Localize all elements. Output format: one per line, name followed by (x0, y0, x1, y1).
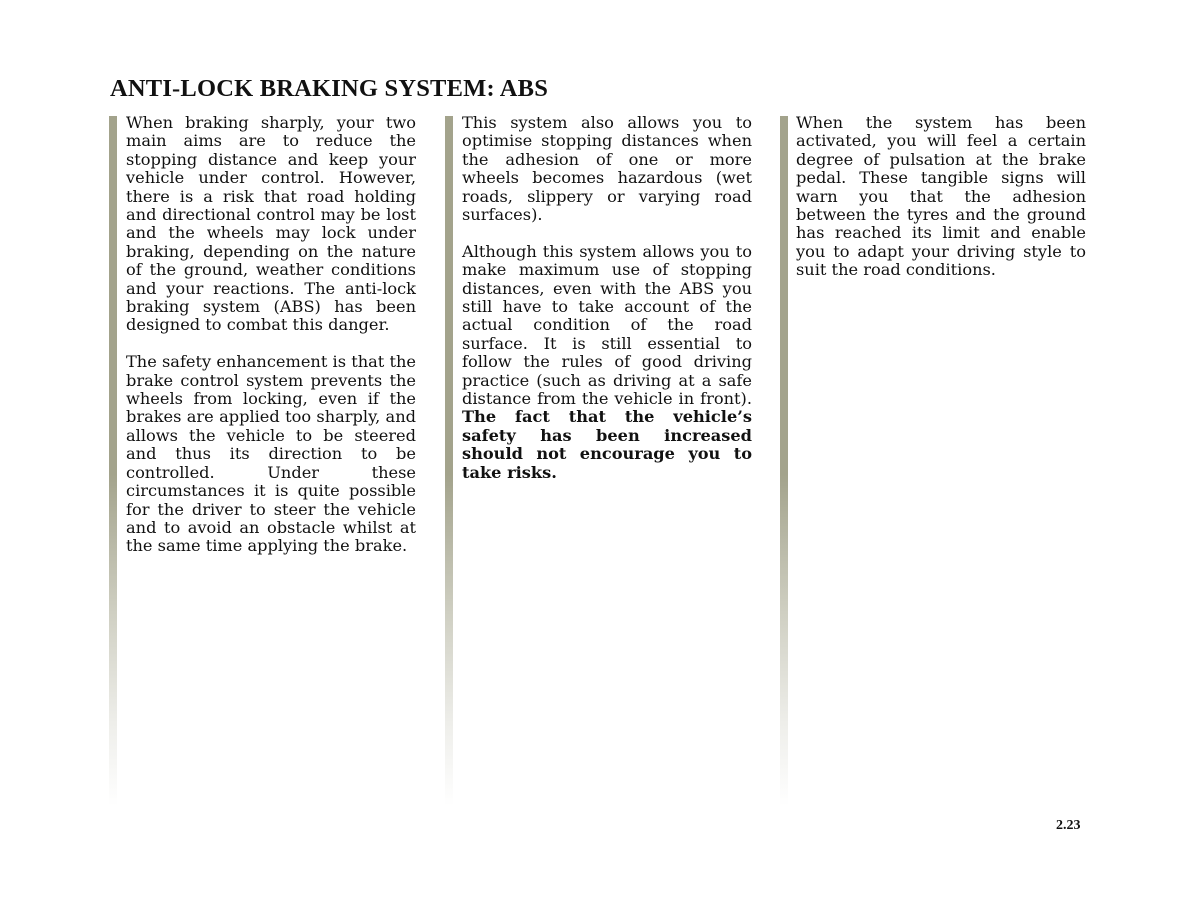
paragraph-text: Although this system allows you to make maximum use of stopping distances, even with the ABS you still have to take account of the actual condition of the road surface. It is still essential to follow the rules of good driving practice (such as driving at a safe distance from the vehicle in front). (462, 241, 752, 409)
paragraph: The safety enhancement is that the brake control system prevents the wheels from locking, even if the brakes are applied too sharply, and allows the vehicle to be steered and thus its direction to be controlled. Under these circumstances it is quite possible for the driver to steer the vehicle and to avoid an obstacle whilst at the same time applying the brake. (126, 352, 416, 556)
text-column-2 (462, 114, 752, 501)
safety-warning-text: The fact that the vehicle’s safety has been increased should not encourage you to take risks. (462, 407, 752, 482)
column-1-sidebar-bar (109, 116, 117, 806)
text-column-1 (126, 114, 416, 574)
paragraph: When the system has been activated, you will feel a certain degree of pulsation at the brake pedal. These tangible signs will warn you that the adhesion between the tyres and the ground has reached its limit and enable you to adapt your driving style to suit the road conditions. (796, 113, 1086, 280)
paragraph-with-warning (462, 243, 752, 482)
text-column-3 (796, 114, 1086, 298)
page-number: 2.23 (1056, 818, 1081, 833)
column-2-sidebar-bar (445, 116, 453, 806)
column-3-sidebar-bar (780, 116, 788, 806)
page-title: ANTI-LOCK BRAKING SYSTEM: ABS (110, 75, 549, 102)
paragraph: This system also allows you to optimise stopping distances when the adhesion of one or more wheels becomes hazardous (wet roads, slippery or varying road surfaces). (462, 113, 752, 225)
paragraph: When braking sharply, your two main aims are to reduce the stopping distance and keep your vehicle under control. However, there is a risk that road holding and directional control may be lost and the wheels may lock under braking, depending on the nature of the ground, weather conditions and your reactions. The anti-lock braking system (ABS) has been designed to combat this danger. (126, 113, 416, 335)
